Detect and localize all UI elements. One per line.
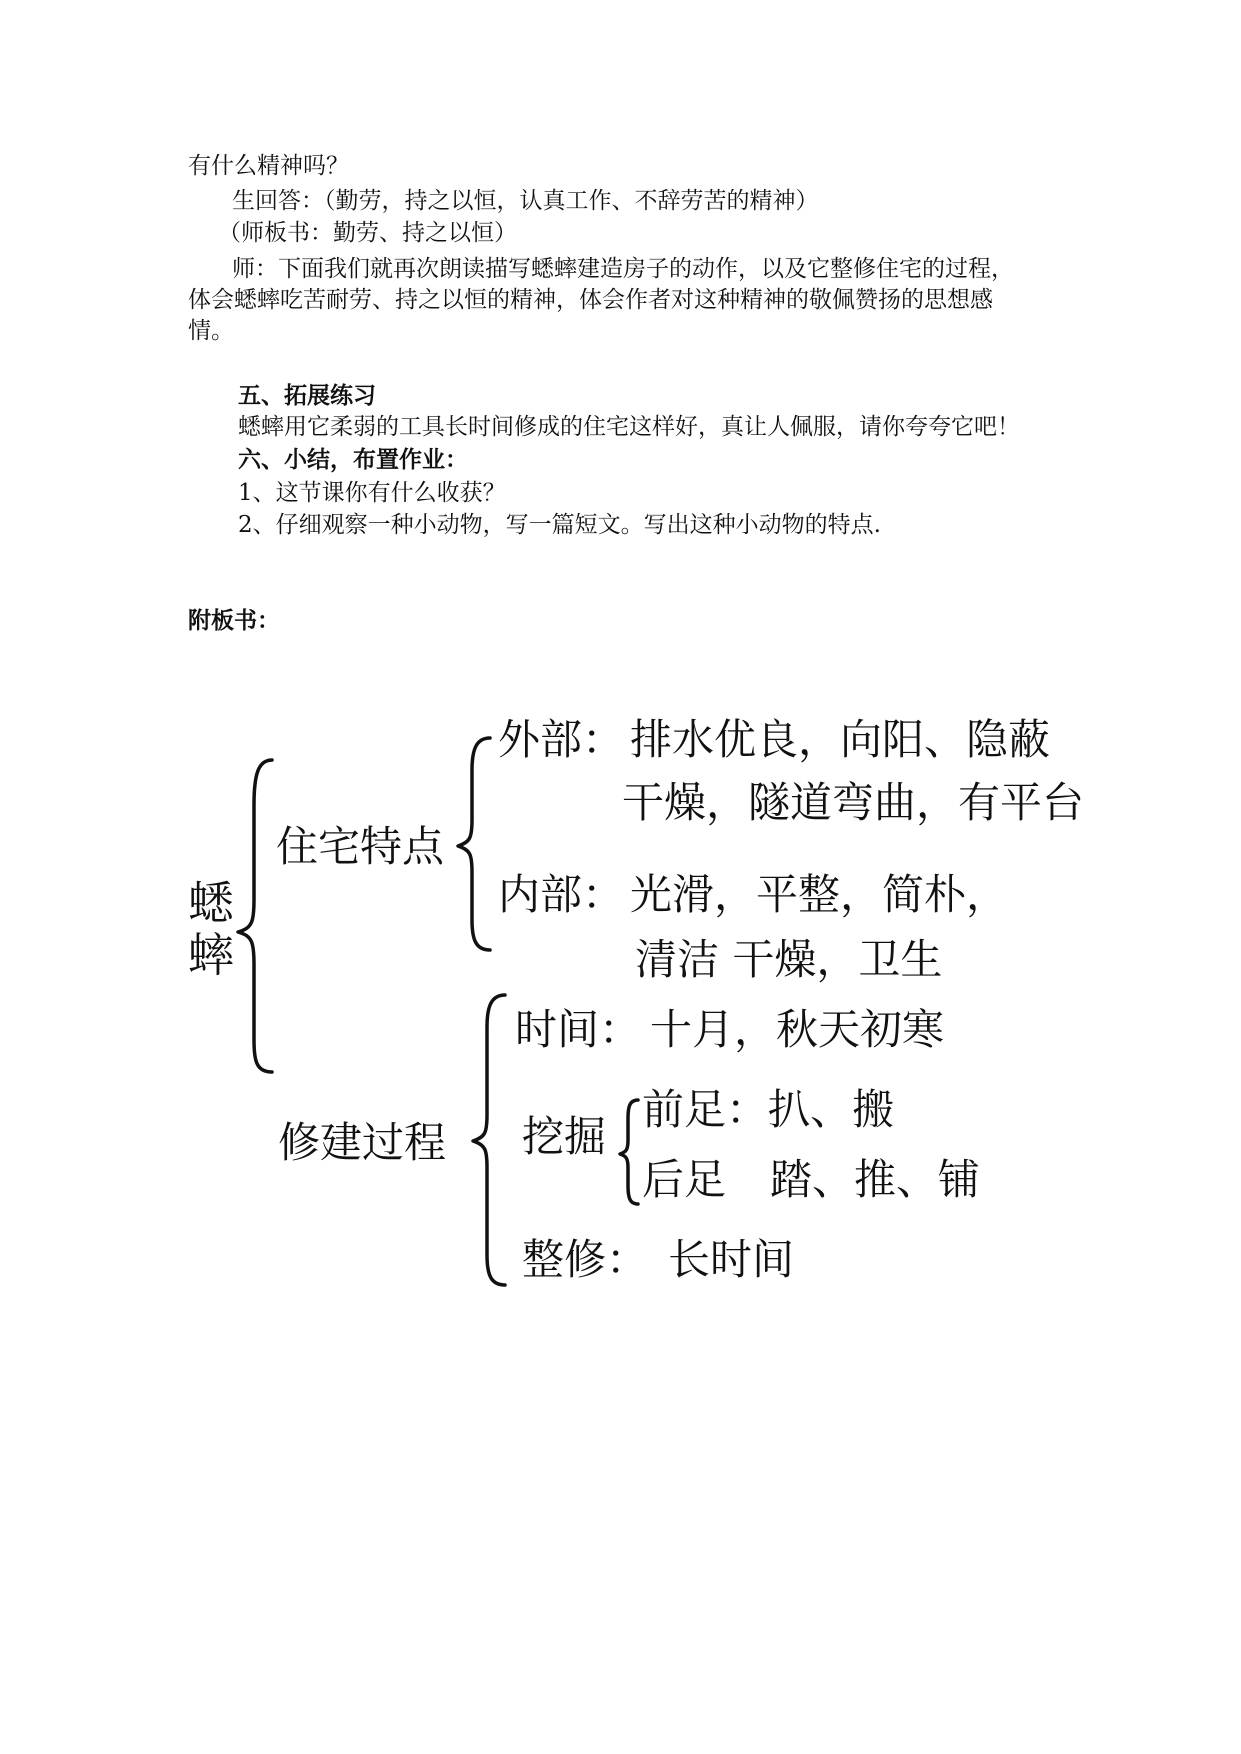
- time-value: 十月，秋天初寒: [650, 1005, 945, 1054]
- section-heading-5: 五、拓展练习: [238, 382, 376, 409]
- outside-features-2: 干燥，隧道弯曲，有平台: [622, 778, 1085, 827]
- root-char-1: 蟋: [188, 876, 234, 930]
- student-answer: 生回答：（勤劳，持之以恒，认真工作、不辞劳苦的精神）: [232, 188, 819, 214]
- back-feet-label: 后足: [642, 1155, 727, 1204]
- dig-label: 挖掘: [522, 1112, 607, 1161]
- front-feet-label: 前足：: [642, 1085, 769, 1134]
- inside-label: 内部：: [498, 870, 625, 919]
- branch-build-process: 修建过程: [278, 1118, 447, 1167]
- section-heading-6: 六、小结，布置作业：: [238, 446, 468, 473]
- outside-features-1: 排水优良，向阳、隐蔽: [630, 715, 1051, 764]
- back-feet-actions: 踏、推、铺: [770, 1155, 981, 1204]
- inside-features-2: 清洁 干燥，卫生: [635, 935, 943, 984]
- teacher-speech-line-1: 师：下面我们就再次朗读描写蟋蟀建造房子的动作，以及它整修住宅的过程，: [232, 256, 1014, 282]
- text-line-1: 有什么精神吗？: [188, 153, 349, 179]
- extension-exercise: 蟋蟀用它柔弱的工具长时间修成的住宅这样好，真让人佩服，请你夸夸它吧！: [238, 414, 1020, 440]
- teacher-board-note: （师板书：勤劳、持之以恒）: [218, 220, 517, 246]
- root-char-2: 蟀: [188, 928, 234, 982]
- build-brace: [473, 995, 505, 1285]
- repair-label: 整修：: [522, 1235, 649, 1284]
- repair-value: 长时间: [668, 1235, 795, 1284]
- time-label: 时间：: [515, 1005, 642, 1054]
- blackboard-diagram: [180, 700, 1085, 1320]
- root-brace: [238, 760, 272, 1072]
- teacher-speech-line-2: 体会蟋蟀吃苦耐劳、持之以恒的精神，体会作者对这种精神的敬佩赞扬的思想感: [188, 287, 993, 313]
- branch-house-features: 住宅特点: [276, 822, 445, 871]
- house-brace: [458, 738, 490, 950]
- outside-label: 外部：: [498, 715, 625, 764]
- board-title: 附板书：: [188, 607, 280, 634]
- homework-item-1: 1、这节课你有什么收获？: [238, 480, 506, 506]
- homework-item-2: 2、仔细观察一种小动物，写一篇短文。写出这种小动物的特点.: [238, 512, 881, 538]
- dig-brace: [620, 1100, 638, 1204]
- inside-features-1: 光滑，平整，简朴，: [630, 870, 1009, 919]
- front-feet-actions: 扒、搬: [768, 1085, 895, 1134]
- teacher-speech-line-3: 情。: [188, 318, 234, 344]
